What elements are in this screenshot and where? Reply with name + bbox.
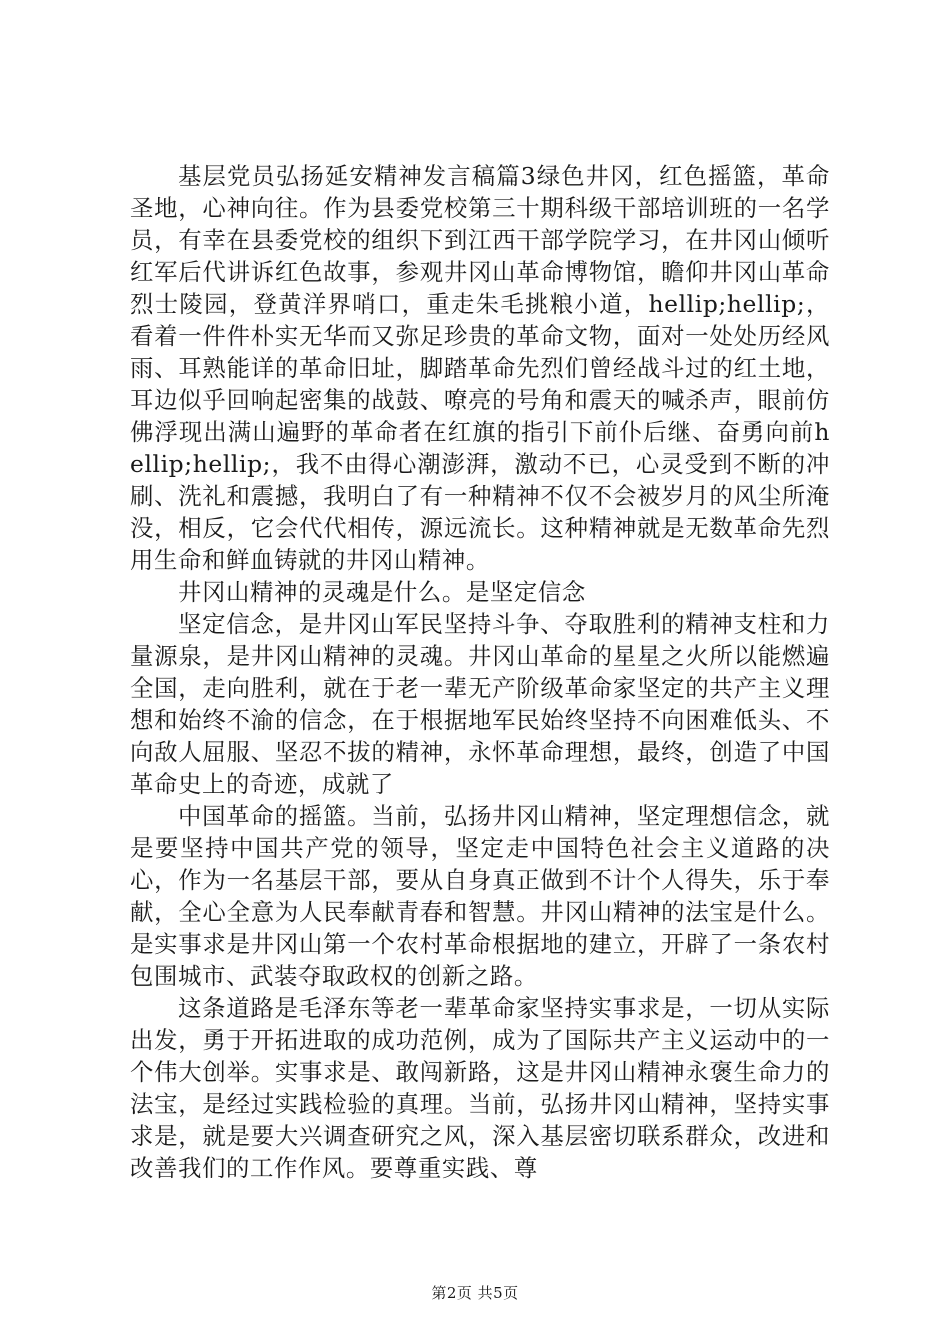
document-body bbox=[130, 160, 830, 1184]
paragraph-soul-question: 井冈山精神的灵魂是什么。是坚定信念 bbox=[178, 578, 586, 606]
paragraph-new-road: 这条道路是毛泽东等老一辈革命家坚持实事求是，一切从实际出发，勇于开拓进取的成功范例，成为了国际共产主义运动中的一个伟大创举。实事求是、敢闯新路，这是井冈山精神永褒生命力的法宝，是经过实践检验的真理。当前，弘扬井冈山精神，坚持实事求是，就是要大兴调查研究之风，深入基层密切联系群众，改进和改善我们的工作作风。要尊重实践、尊 bbox=[130, 994, 830, 1182]
page-number-footer: 第2页 共5页 bbox=[431, 1284, 519, 1302]
paragraph-cradle: 中国革命的摇篮。当前，弘扬井冈山精神，坚定理想信念，就是要坚持中国共产党的领导，坚定走中国特色社会主义道路的决心，作为一名基层干部，要从自身真正做到不计个人得失，乐于奉献，全心全意为人民奉献青春和智慧。井冈山精神的法宝是什么。是实事求是井冈山第一个农村革命根据地的建立，开辟了一条农村包围城市、武装夺取政权的创新之路。 bbox=[130, 802, 830, 990]
paragraph-firm-belief: 坚定信念，是井冈山军民坚持斗争、夺取胜利的精神支柱和力量源泉，是井冈山精神的灵魂。井冈山革命的星星之火所以能燃遍全国，走向胜利，就在于老一辈无产阶级革命家坚定的共产主义理想和始终不渝的信念，在于根据地军民始终坚持不向困难低头、不向敌人屈服、坚忍不拔的精神，永怀革命理想，最终，创造了中国革命史上的奇迹，成就了 bbox=[130, 610, 830, 798]
paragraph-intro: 基层党员弘扬延安精神发言稿篇3绿色井冈，红色摇篮，革命圣地，心神向往。作为县委党校第三十期科级干部培训班的一名学员，有幸在县委党校的组织下到江西干部学院学习，在井冈山倾听红军后代讲诉红色故事，参观井冈山革命博物馆，瞻仰井冈山革命烈士陵园，登黄洋界哨口，重走朱毛挑粮小道，hellip;hellip;，看着一件件朴实无华而又弥足珍贵的革命文物，面对一处处历经风雨、耳熟能详的革命旧址，脚踏革命先烈们曾经战斗过的红土地，耳边似乎回响起密集的战鼓、嘹亮的号角和震天的喊杀声，眼前仿佛浮现出满山遍野的革命者在红旗的指引下前仆后继、奋勇向前hellip;hellip;，我不由得心潮澎湃，激动不已，心灵受到不断的冲刷、洗礼和震撼，我明白了有一种精神不仅不会被岁月的风尘所淹没，相反，它会代代相传，源远流长。这种精神就是无数革命先烈用生命和鲜血铸就的井冈山精神。 bbox=[130, 162, 830, 574]
